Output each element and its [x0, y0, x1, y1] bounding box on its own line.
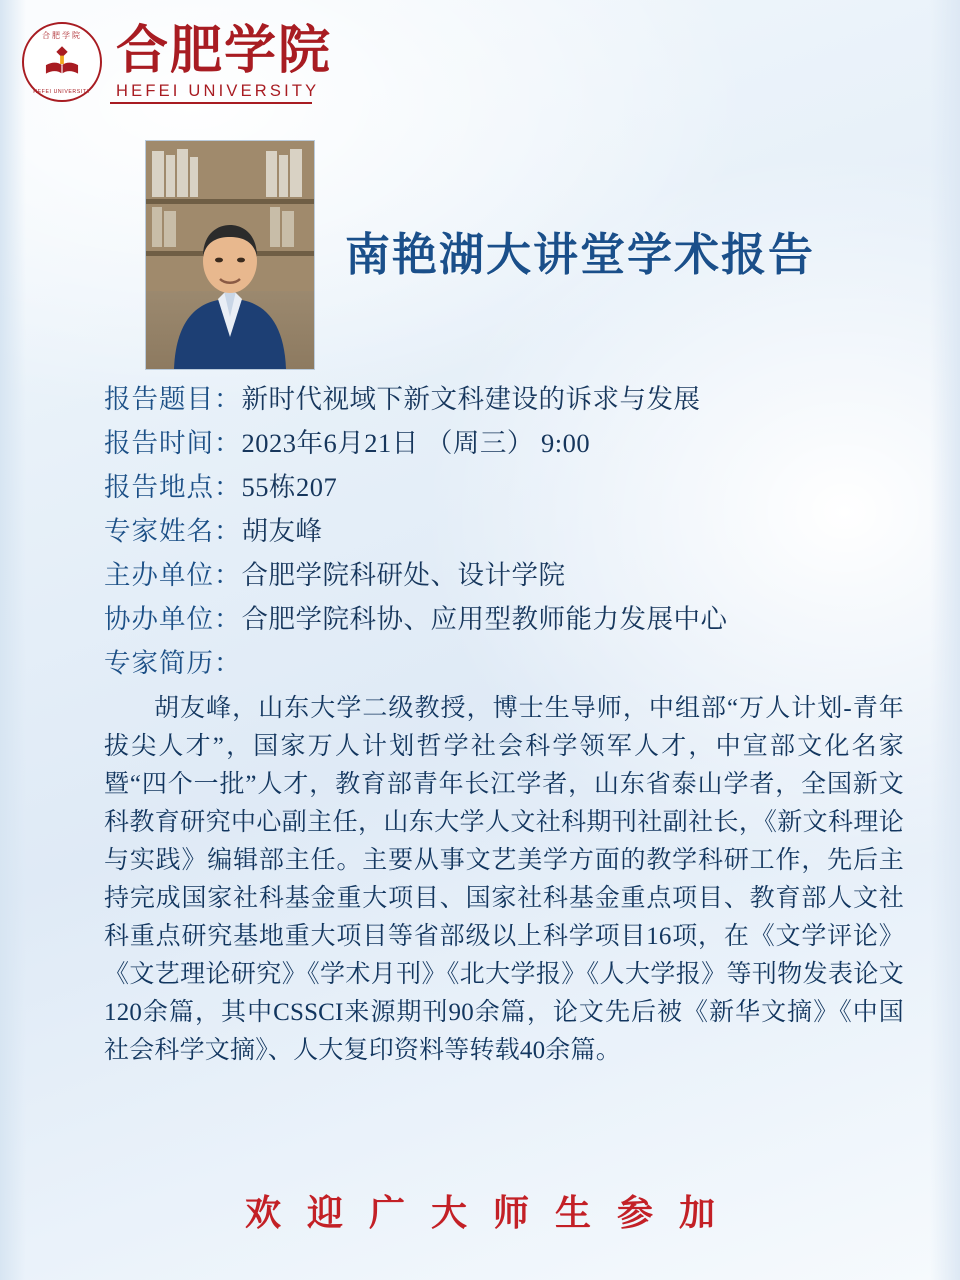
- university-name-cn: 合肥学院: [116, 23, 333, 81]
- info-label-organizer: 主办单位：: [104, 559, 242, 590]
- hero-section: [0, 140, 960, 375]
- info-label-speaker: 专家姓名：: [104, 515, 242, 546]
- info-label-topic: 报告题目：: [104, 384, 242, 414]
- emblem-top-text: 合肥学院: [42, 31, 82, 40]
- info-value-organizer: 合肥学院科研处、设计学院: [241, 559, 566, 590]
- welcome-banner: 欢迎广大师生参加: [244, 1193, 741, 1233]
- info-row-speaker: [104, 514, 904, 549]
- info-row-organizer: [104, 558, 904, 593]
- emblem-bottom-text: HEFEI UNIVERSITY: [33, 89, 91, 95]
- info-row-bio-label: [104, 646, 904, 681]
- info-value-speaker: 胡友峰: [241, 515, 323, 546]
- university-wordmark: [116, 25, 332, 101]
- logo-underline-divider: [110, 102, 312, 104]
- info-value-location: 55栋207: [241, 471, 338, 502]
- info-row-location: [104, 470, 904, 505]
- info-row-topic: [104, 382, 904, 417]
- speaker-biography: 胡友峰，山东大学二级教授，博士生导师，中组部“万人计划-青年拔尖人才”，国家万人计划哲学社会科学领军人才，中宣部文化名家暨“四个一批”人才，教育部青年长江学者，山东省泰山学者，全国新文科教育研究中心副主任，山东大学人文社科期刊社副社长，《新文科理论与实践》编辑部主任。主要从事文艺美学方面的教学科研工作，先后主持完成国家社科基金重大项目、国家社科基金重点项目、教育部人文社科重点研究基地重大项目等省部级以上科学项目16项，在《文学评论》《文艺理论研究》《学术月刊》《北大学报》《人大学报》等刊物发表论文120余篇，其中CSSCI来源期刊90余篇，论文先后被《新华文摘》《中国社会科学文摘》、人大复印资料等转载40余篇。: [104, 695, 904, 1064]
- page-title: 南艳湖大讲堂学术报告: [345, 230, 816, 280]
- info-label-co-organizer: 协办单位：: [104, 603, 242, 634]
- info-value-time: 2023年6月21日 （周三） 9:00: [241, 427, 591, 458]
- speaker-portrait-image: [146, 141, 314, 369]
- speaker-portrait: [145, 140, 315, 370]
- university-name-en: HEFEI UNIVERSITY: [116, 81, 320, 100]
- university-emblem-icon: [22, 22, 102, 102]
- info-label-location: 报告地点：: [104, 471, 242, 502]
- info-label-time: 报告时间：: [104, 427, 242, 458]
- info-row-time: [104, 426, 904, 461]
- info-row-co-organizer: [104, 602, 904, 637]
- university-logo: [22, 22, 332, 102]
- emblem-book-torch-icon: [43, 44, 81, 78]
- info-value-topic: 新时代视域下新文科建设的诉求与发展: [241, 384, 701, 414]
- info-value-co-organizer: 合肥学院科协、应用型教师能力发展中心: [241, 603, 728, 634]
- info-label-bio: 专家简历：: [104, 647, 242, 678]
- info-block: [104, 382, 904, 690]
